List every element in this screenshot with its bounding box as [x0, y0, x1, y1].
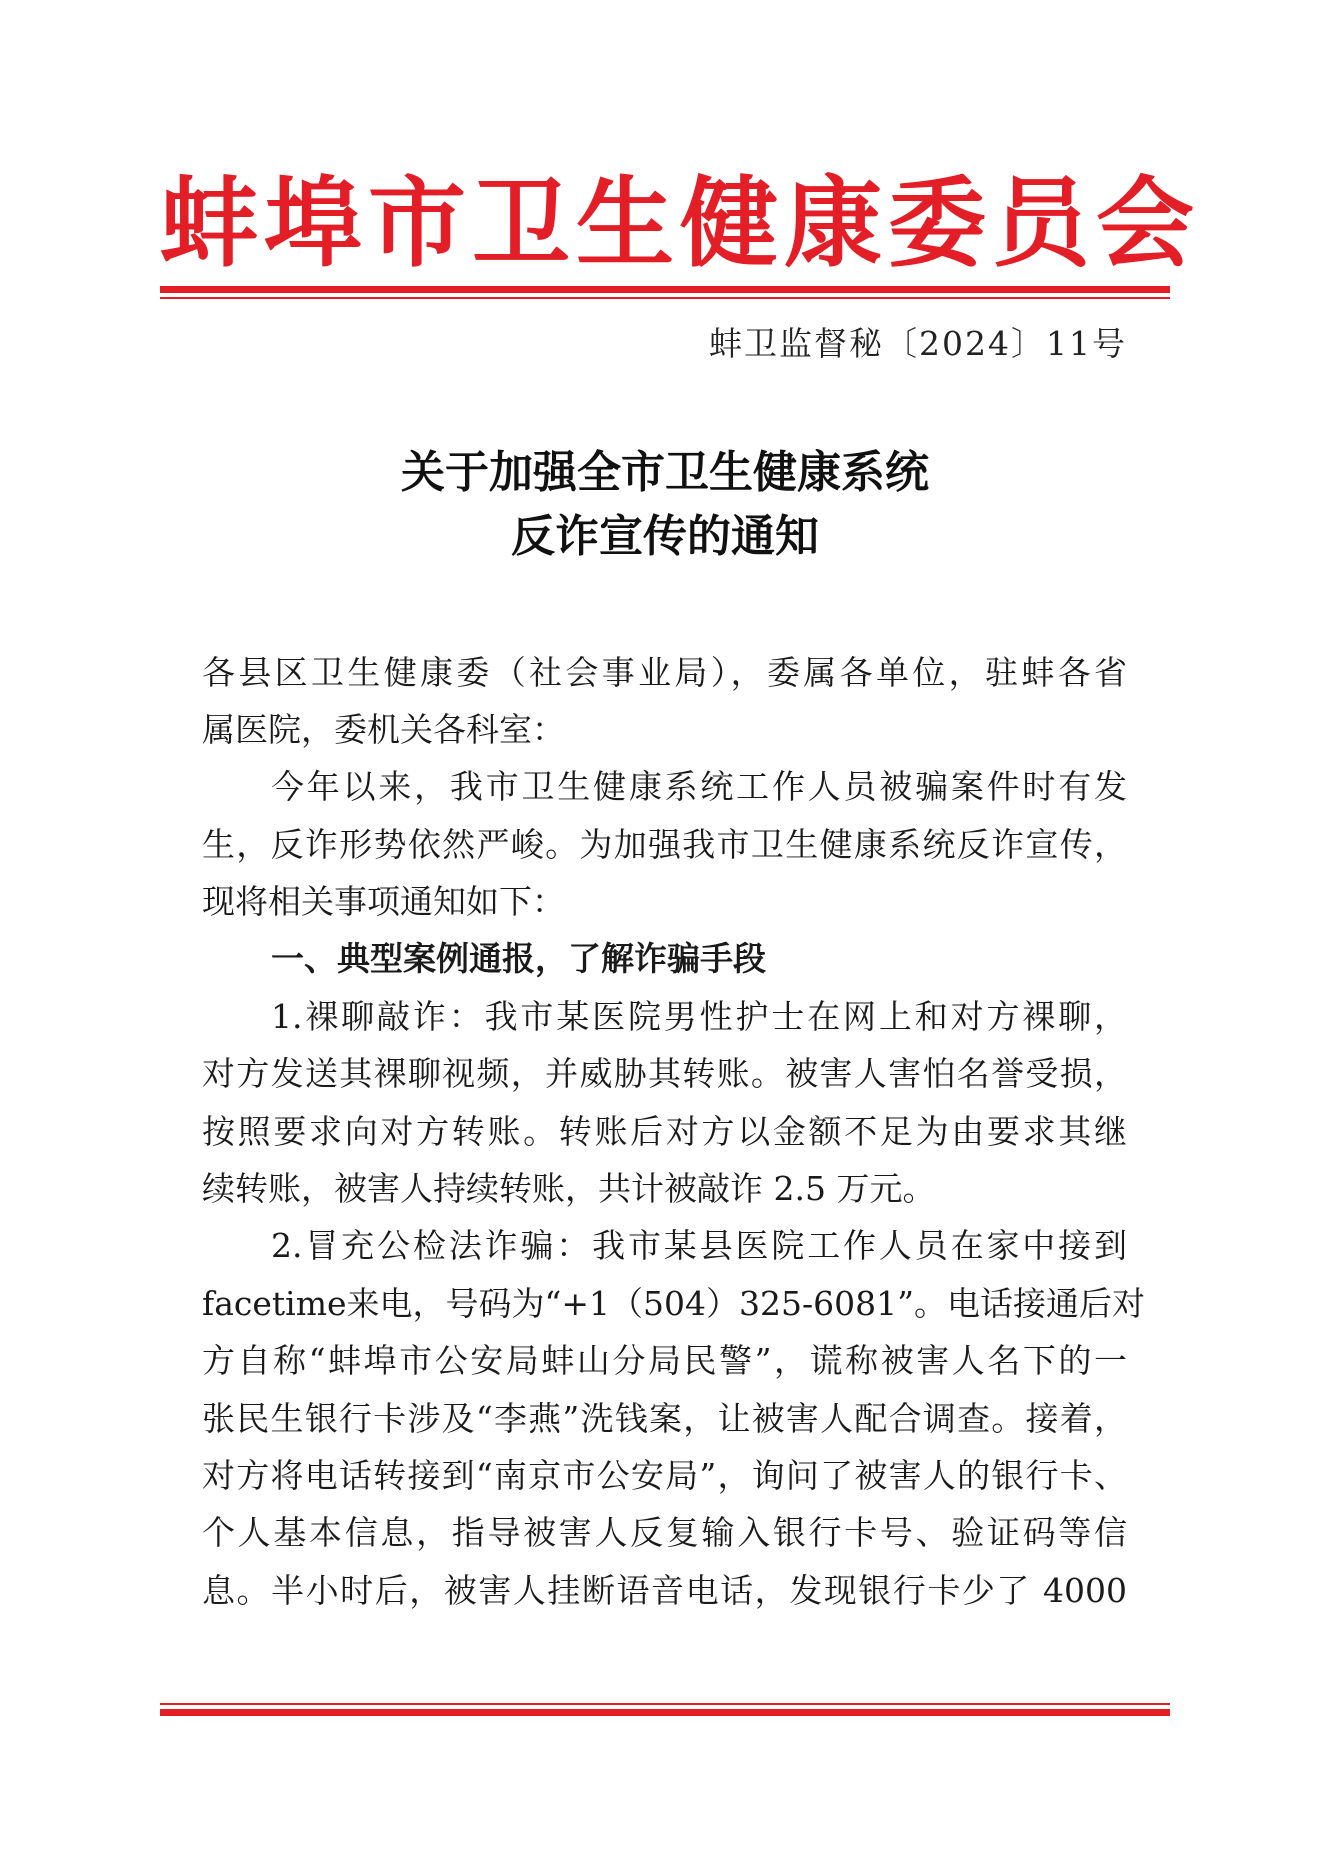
footer-red-rule-thick: [160, 1709, 1170, 1716]
org-name-header: 蚌埠市卫生健康委员会: [160, 166, 1201, 281]
section-heading: 一、典型案例通报，了解诈骗手段: [271, 939, 766, 978]
paragraph-line: 2.冒充公检法诈骗：我市某县医院工作人员在家中接到: [271, 1226, 1127, 1265]
paragraph-line: facetime来电，号码为“+1（504）325-6081”。电话接通后对: [202, 1284, 1146, 1323]
addressee-line-1: 各县区卫生健康委（社会事业局），委属各单位，驻蚌各省: [202, 653, 1127, 692]
paragraph-line: 今年以来，我市卫生健康系统工作人员被骗案件时有发: [271, 767, 1127, 806]
document-number: 蚌卫监督秘〔2024〕11号: [709, 324, 1127, 363]
paragraph-line: 续转账，被害人持续转账，共计被敲诈 2.5 万元。: [202, 1169, 936, 1208]
paragraph-line: 个人基本信息，指导被害人反复输入银行卡号、验证码等信: [202, 1513, 1127, 1552]
addressee-line-2: 属医院，委机关各科室：: [202, 710, 565, 749]
paragraph-line: 对方发送其裸聊视频，并威胁其转账。被害人害怕名誉受损，: [202, 1054, 1127, 1093]
document-title-line-1: 关于加强全市卫生健康系统: [401, 447, 929, 498]
header-red-rule-thin: [160, 297, 1170, 299]
paragraph-line: 生，反诈形势依然严峻。为加强我市卫生健康系统反诈宣传，: [202, 825, 1127, 864]
paragraph-line: 息。半小时后，被害人挂断语音电话，发现银行卡少了 4000: [202, 1571, 1127, 1610]
document-title-line-2: 反诈宣传的通知: [511, 511, 819, 562]
paragraph-line: 张民生银行卡涉及“李燕”洗钱案，让被害人配合调查。接着，: [202, 1399, 1127, 1438]
paragraph-line: 方自称“蚌埠市公安局蚌山分局民警”，谎称被害人名下的一: [202, 1341, 1127, 1380]
paragraph-line: 按照要求向对方转账。转账后对方以金额不足为由要求其继: [202, 1112, 1127, 1151]
header-red-rule-thick: [160, 286, 1170, 293]
paragraph-line: 对方将电话转接到“南京市公安局”，询问了被害人的银行卡、: [202, 1456, 1127, 1495]
paragraph-line: 现将相关事项通知如下：: [202, 882, 565, 921]
footer-red-rule-thin: [160, 1703, 1170, 1705]
paragraph-line: 1.裸聊敲诈：我市某医院男性护士在网上和对方裸聊，: [271, 997, 1127, 1036]
